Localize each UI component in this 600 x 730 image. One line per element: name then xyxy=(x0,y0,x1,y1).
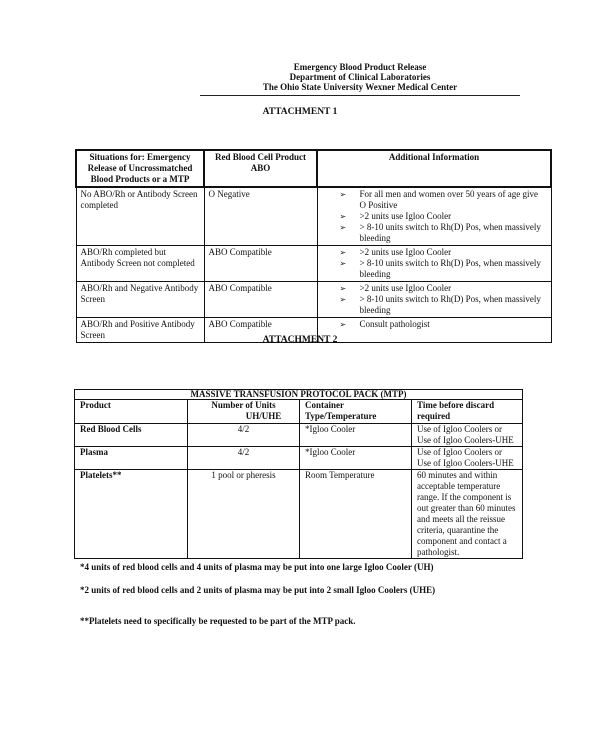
units-cell: 1 pool or pheresis xyxy=(188,470,300,559)
units-cell: 4/2 xyxy=(188,447,300,470)
header-cell xyxy=(188,400,300,424)
table-row xyxy=(76,246,551,282)
time-cell: 60 minutes and within acceptable temperature range. If the component is out greater than 60 minutes and meets all the reissue criteria, quarantine the component and contact a pathologist. xyxy=(412,470,523,559)
bullet-item: ➢ >2 units use Igloo Cooler xyxy=(360,283,547,294)
mtp-table xyxy=(74,389,523,559)
container-cell: Room Temperature xyxy=(300,470,412,559)
emergency-release-table xyxy=(75,149,552,343)
doc-department: Department of Clinical Laboratories xyxy=(289,72,431,82)
header-cell: Time before discard required xyxy=(412,400,523,424)
header-units: Number of Units xyxy=(211,400,276,410)
table-row xyxy=(76,282,551,318)
footnote: **Platelets need to specifically be requested to be part of the MTP pack. xyxy=(80,616,356,626)
footnote: *2 units of red blood cells and 2 units of plasma may be put into 2 small Igloo Coolers (UHE) xyxy=(80,585,436,595)
info-cell xyxy=(317,187,551,246)
table-row xyxy=(76,187,551,246)
header-cell: Container Type/Temperature xyxy=(300,400,412,424)
table-row xyxy=(75,424,523,447)
situation-cell: ABO/Rh completed but Antibody Screen not completed xyxy=(76,246,204,282)
time-cell: Use of Igloo Coolers or Use of Igloo Coolers-UHE xyxy=(412,447,523,470)
header-cell: Situations for: Emergency Release of Uncrossmatched Blood Products or a MTP xyxy=(76,150,204,187)
bullet-item: ➢ > 8-10 units switch to Rh(D) Pos, when massively bleeding xyxy=(360,222,547,244)
doc-title: Emergency Blood Product Release xyxy=(293,62,427,72)
info-cell xyxy=(317,246,551,282)
situation-cell: ABO/Rh and Negative Antibody Screen xyxy=(76,282,204,318)
header-rule xyxy=(200,95,520,96)
product-cell: Red Blood Cells xyxy=(75,424,188,447)
table-header-row xyxy=(75,400,523,424)
bullet-item: ➢ >2 units use Igloo Cooler xyxy=(360,247,547,258)
header-uh-uhe: UH/UHE xyxy=(245,411,282,421)
product-cell: ABO Compatible xyxy=(204,246,317,282)
product-cell: ABO Compatible xyxy=(204,282,317,318)
attachment-2-title: ATTACHMENT 2 xyxy=(262,335,338,345)
header-cell: Product xyxy=(75,400,188,424)
table-row xyxy=(75,447,523,470)
units-cell: 4/2 xyxy=(188,424,300,447)
footnote: *4 units of red blood cells and 4 units of plasma may be put into one large Igloo Cooler (UH) xyxy=(80,562,434,572)
mtp-table-title: MASSIVE TRANSFUSION PROTOCOL PACK (MTP) xyxy=(75,390,523,400)
product-cell: Platelets** xyxy=(75,470,188,559)
situation-cell: ABO/Rh and Positive Antibody Screen xyxy=(76,318,204,343)
bullet-item: ➢ For all men and women over 50 years of age give O Positive xyxy=(360,189,547,211)
time-cell: Use of Igloo Coolers or Use of Igloo Coolers-UHE xyxy=(412,424,523,447)
header-cell: Additional Information xyxy=(317,150,551,187)
situation-cell: No ABO/Rh or Antibody Screen completed xyxy=(76,187,204,246)
bullet-item: ➢ > 8-10 units switch to Rh(D) Pos, when massively bleeding xyxy=(360,294,547,316)
product-cell: O Negative xyxy=(204,187,317,246)
info-cell xyxy=(317,282,551,318)
header-cell: Red Blood Cell Product ABO xyxy=(204,150,317,187)
attachment-1-title: ATTACHMENT 1 xyxy=(262,107,338,117)
bullet-item: ➢ Consult pathologist xyxy=(360,319,547,330)
table-header-row xyxy=(76,150,551,187)
container-cell: *Igloo Cooler xyxy=(300,424,412,447)
table-row xyxy=(75,470,523,559)
container-cell: *Igloo Cooler xyxy=(300,447,412,470)
bullet-item: ➢ >2 units use Igloo Cooler xyxy=(360,211,547,222)
table-title-row xyxy=(75,390,523,400)
bullet-item: ➢ > 8-10 units switch to Rh(D) Pos, when massively bleeding xyxy=(360,258,547,280)
product-cell: ABO Compatible xyxy=(204,318,317,343)
product-cell: Plasma xyxy=(75,447,188,470)
doc-institution: The Ohio State University Wexner Medical Center xyxy=(262,82,458,92)
